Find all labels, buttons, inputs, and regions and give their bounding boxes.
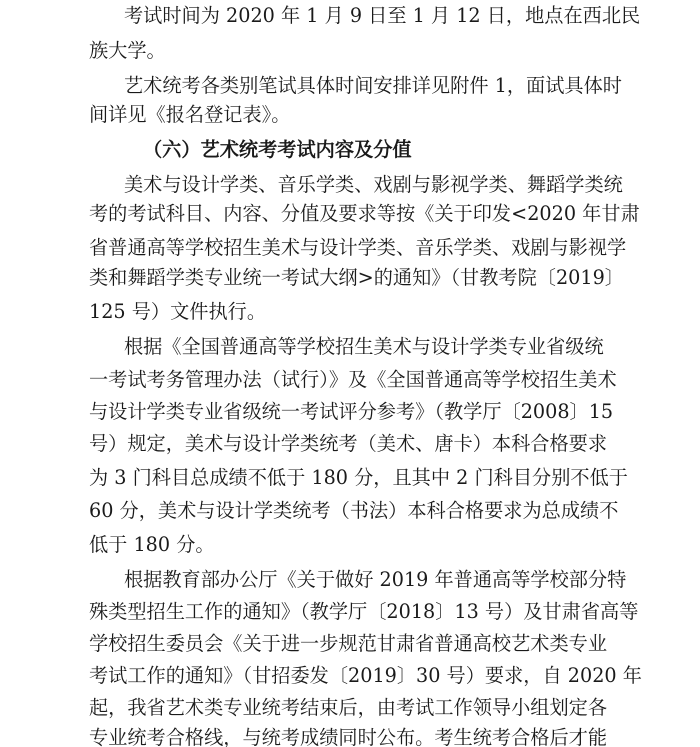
text-line: 60 分，美术与设计学类统考（书法）本科合格要求为总成绩不 [89,499,619,522]
text-line: 125 号）文件执行。 [89,300,267,323]
text-line: 号）规定，美术与设计学类统考（美术、唐卡）本科合格要求 [89,432,608,455]
text-line: 殊类型招生工作的通知》（教学厅〔2018〕13 号）及甘肃省高等 [89,600,639,623]
text-line: 族大学。 [89,39,166,62]
text-line: 起，我省艺术类专业统考结束后，由考试工作领导小组划定各 [89,696,608,719]
section-heading: （六）艺术统考考试内容及分值 [143,138,412,161]
text-line: 专业统考合格线，与统考成绩同时公布。考生统考合格后才能 [89,726,608,747]
text-line: 考试工作的通知》（甘招委发〔2019〕30 号）要求，自 2020 年 [89,664,642,687]
text-line: 省普通高等学校招生美术与设计学类、音乐学类、戏剧与影视学 [89,236,627,259]
text-line: 考试时间为 2020 年 1 月 9 日至 1 月 12 日，地点在西北民 [124,4,641,27]
text-line: 与设计学类专业省级统一考试评分参考》（教学厅〔2008〕15 [89,400,614,423]
text-line: 间详见《报名登记表》。 [89,103,291,126]
text-line: 考的考试科目、内容、分值及要求等按《关于印发<2020 年甘肃 [89,202,640,225]
text-line: 低于 180 分。 [89,533,215,556]
text-line: 根据教育部办公厅《关于做好 2019 年普通高等学校部分特 [124,568,627,591]
text-line: 为 3 门科目总成绩不低于 180 分，且其中 2 门科目分别不低于 [89,466,628,489]
text-line: 美术与设计学类、音乐学类、戏剧与影视学类、舞蹈学类统 [124,173,623,196]
text-line: 根据《全国普通高等学校招生美术与设计学类专业省级统 [124,335,604,358]
text-line: 一考试考务管理办法（试行）》及《全国普通高等学校招生美术 [89,368,617,391]
text-line: 类和舞蹈学类专业统一考试大纲>的通知》（甘教考院〔2019〕 [89,266,624,289]
text-line: 学校招生委员会《关于进一步规范甘肃省普通高校艺术类专业 [89,632,608,655]
text-line: 艺术统考各类别笔试具体时间安排详见附件 1，面试具体时 [124,74,622,97]
